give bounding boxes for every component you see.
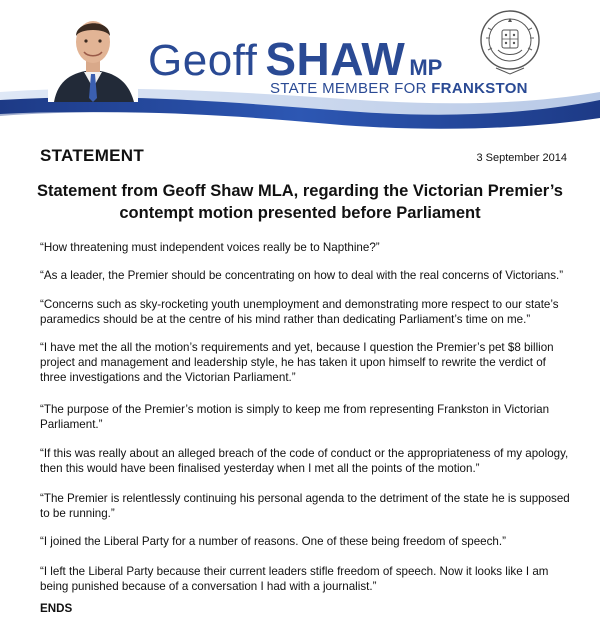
quote-paragraph: “As a leader, the Premier should be concentrating on how to deal with the real concerns of Victorians.”: [40, 269, 564, 282]
quote-paragraph: “The purpose of the Premier’s motion is simply to keep me from representing Frankston in Victorian Parliament.”: [40, 403, 550, 431]
member-title-suffix: MP: [409, 55, 443, 80]
member-last-name: SHAW: [265, 33, 406, 85]
letterhead: [0, 0, 600, 130]
quote-paragraph: “I left the Liberal Party because their current leaders stifle freedom of speech. Now it looks like I am being punished because of a conversation I had with a journalist.”: [40, 565, 549, 593]
member-subtitle: [270, 80, 528, 97]
quote-paragraph: “The Premier is relentlessly continuing his personal agenda to the detriment of the state he is supposed to be running.”: [40, 492, 570, 520]
quote-paragraph: “I have met the all the motion’s requirements and yet, because I question the Premier’s pet $8 billion project and management and leadership style, he has taken it upon himself to rewrite the verdict of three investigations and the Victorian Parliament.”: [40, 341, 554, 384]
member-name: [148, 33, 443, 85]
statement-date: 3 September 2014: [476, 152, 567, 164]
headline-line-1: Statement from Geoff Shaw MLA, regarding the Victorian Premier’s: [37, 182, 563, 200]
member-portrait: [48, 8, 138, 102]
quote-paragraph: “I joined the Liberal Party for a number of reasons. One of these being freedom of speech.”: [40, 535, 506, 548]
quote-paragraph: “If this was really about an alleged breach of the code of conduct or the appropriateness of my apology, then this would have been finalised yesterday when I met all the points of the motion.”: [40, 447, 569, 475]
statement-end-marker: ENDS: [40, 602, 73, 615]
subtitle-prefix: STATE MEMBER FOR: [270, 80, 427, 97]
subtitle-electorate: FRANKSTON: [431, 80, 528, 97]
statement-headline: [30, 180, 570, 224]
member-first-name: Geoff: [148, 36, 258, 85]
quote-paragraph: “Concerns such as sky-rocketing youth unemployment and demonstrating more respect to our state’s paramedics should be at the centre of his mind rather than dedicating Parliament’s time on me.”: [40, 298, 559, 326]
document-type-heading: STATEMENT: [40, 146, 145, 165]
quote-paragraph: “How threatening must independent voices really be to Napthine?”: [40, 241, 380, 254]
parliament-seal-icon: [478, 8, 542, 78]
headline-line-2: contempt motion presented before Parliament: [119, 204, 481, 222]
